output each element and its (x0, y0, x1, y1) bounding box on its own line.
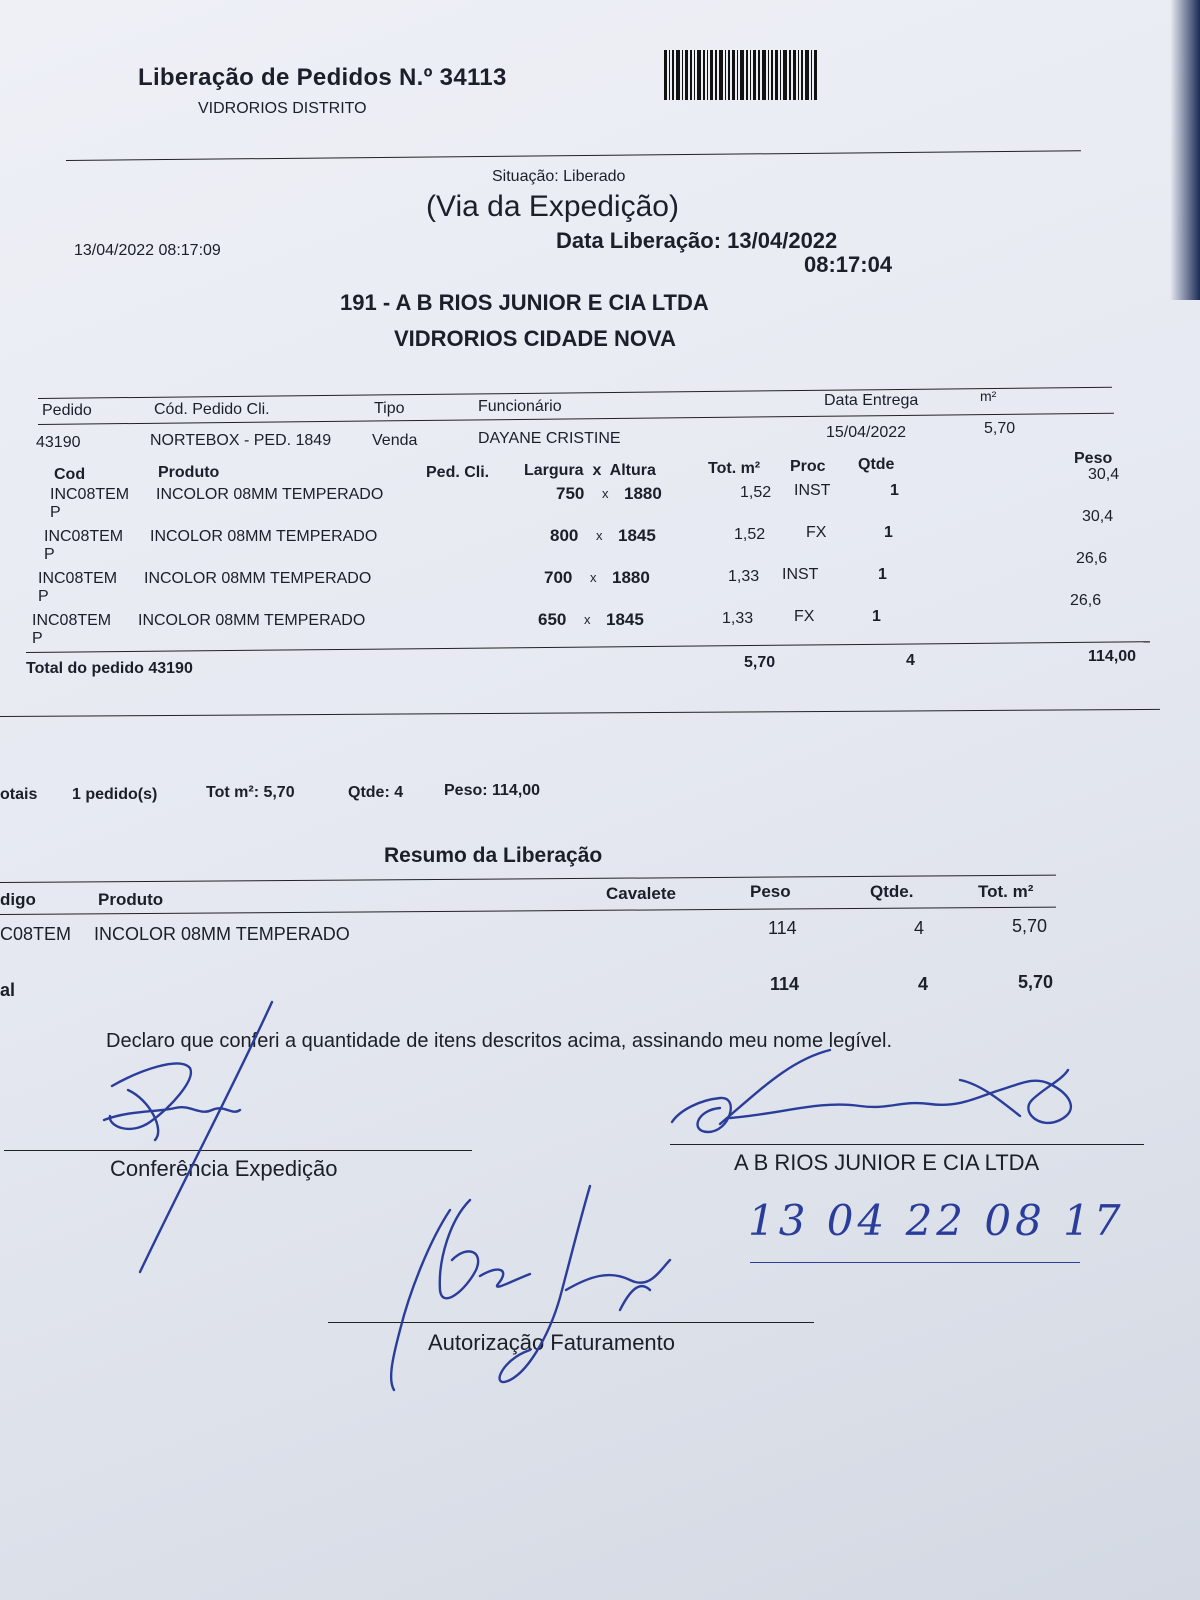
item-x-sep: x (590, 570, 597, 585)
item-tot-m2: 1,52 (740, 484, 772, 501)
autorizacao-signature (380, 1180, 700, 1400)
print-datetime: 13/04/2022 08:17:09 (74, 242, 221, 259)
resumo-total-qtde: 4 (918, 974, 929, 994)
data-liberacao: Data Liberação: 13/04/2022 (556, 228, 838, 253)
client-name: 191 - A B RIOS JUNIOR E CIA LTDA (340, 290, 709, 315)
barcode-icon (664, 50, 840, 100)
resumo-col-codigo: digo (0, 890, 36, 909)
item-produto: INCOLOR 08MM TEMPERADO (150, 528, 378, 545)
col-largura-altura: Largura x Altura (524, 462, 656, 479)
resumo-row-produto: INCOLOR 08MM TEMPERADO (94, 924, 350, 944)
item-altura: 1880 (612, 568, 650, 587)
item-proc: INST (782, 566, 819, 583)
col-ped-cli: Ped. Cli. (426, 464, 490, 481)
item-proc: FX (806, 524, 827, 541)
client-signature-label: A B RIOS JUNIOR E CIA LTDA (734, 1150, 1040, 1175)
item-largura: 750 (556, 484, 585, 503)
resumo-col-produto: Produto (98, 890, 164, 909)
item-largura: 650 (538, 610, 567, 629)
item-tot-m2: 1,33 (722, 610, 754, 627)
resumo-title: Resumo da Liberação (384, 844, 603, 867)
item-peso: 30,4 (1088, 466, 1120, 483)
col-funcionario: Funcionário (478, 398, 562, 415)
order-total-rule (26, 641, 1150, 653)
totals-label: otais (0, 786, 38, 803)
col-produto: Produto (158, 464, 220, 481)
item-cod: INC08TEM (38, 570, 118, 587)
item-qtde: 1 (890, 482, 899, 499)
item-x-sep: x (584, 612, 591, 627)
resumo-row-qtde: 4 (914, 918, 925, 938)
totals-pedidos: 1 pedido(s) (72, 786, 158, 803)
col-qtde: Qtde (858, 456, 895, 473)
company-name: VIDRORIOS DISTRITO (198, 100, 367, 117)
item-produto: INCOLOR 08MM TEMPERADO (144, 570, 372, 587)
section-divider (0, 709, 1160, 717)
item-peso: 26,6 (1070, 592, 1102, 609)
item-qtde: 1 (878, 566, 887, 583)
order-total-m2: 5,70 (744, 654, 776, 671)
item-tot-m2: 1,33 (728, 568, 760, 585)
item-produto: INCOLOR 08MM TEMPERADO (156, 486, 384, 503)
item-cod-suffix: P (32, 630, 43, 647)
col-m2: m² (980, 388, 997, 404)
autorizacao-label: Autorização Faturamento (428, 1330, 676, 1355)
item-largura: 700 (544, 568, 573, 587)
order-total-label: Total do pedido 43190 (26, 660, 193, 677)
item-x-sep: x (602, 486, 609, 501)
document-title: Liberação de Pedidos N.º 34113 (138, 64, 507, 91)
resumo-row-peso: 114 (768, 918, 797, 938)
resumo-col-qtde: Qtde. (870, 882, 914, 901)
item-cod-suffix: P (38, 588, 49, 605)
resumo-col-peso: Peso (750, 882, 791, 901)
order-total-peso: 114,00 (1088, 648, 1137, 665)
data-liberacao-time: 08:17:04 (804, 252, 893, 277)
item-produto: INCOLOR 08MM TEMPERADO (138, 612, 366, 629)
item-cod: INC08TEM (44, 528, 124, 545)
resumo-row-tot-m2: 5,70 (1012, 916, 1048, 936)
situacao-text: Situação: Liberado (492, 168, 626, 185)
item-qtde: 1 (884, 524, 893, 541)
item-peso: 26,6 (1076, 550, 1108, 567)
header-divider (66, 150, 1081, 161)
handwritten-date-underline (750, 1262, 1080, 1263)
col-tipo: Tipo (374, 400, 405, 417)
client-signature (660, 1040, 1100, 1150)
item-altura: 1880 (624, 484, 662, 503)
handwritten-date: 13 04 22 08 17 (748, 1196, 1125, 1245)
conferencia-label: Conferência Expedição (110, 1156, 338, 1181)
item-largura: 800 (550, 526, 579, 545)
order-tipo: Venda (372, 432, 418, 449)
resumo-col-tot-m2: Tot. m² (978, 882, 1034, 901)
order-table-top-rule (38, 387, 1112, 399)
col-tot-m2: Tot. m² (708, 460, 761, 477)
resumo-col-cavalete: Cavalete (606, 884, 676, 903)
col-cod: Cod (54, 466, 86, 483)
item-tot-m2: 1,52 (734, 526, 766, 543)
resumo-total-peso: 114 (770, 974, 800, 994)
declaration-text: Declaro que conferi a quantidade de itens descritos acima, assinando meu nome legível. (106, 1030, 893, 1052)
resumo-row-codigo: C08TEM (0, 924, 72, 944)
item-altura: 1845 (618, 526, 656, 545)
order-funcionario: DAYANE CRISTINE (478, 430, 621, 447)
item-proc: INST (794, 482, 831, 499)
via-expedicao: (Via da Expedição) (426, 190, 679, 223)
item-cod-suffix: P (50, 504, 61, 521)
order-pedido: 43190 (36, 434, 81, 451)
col-proc: Proc (790, 458, 826, 475)
totals-m2: Tot m²: 5,70 (206, 784, 295, 801)
item-proc: FX (794, 608, 815, 625)
item-qtde: 1 (872, 608, 881, 625)
col-pedido: Pedido (42, 402, 92, 419)
col-cod-pedido: Cód. Pedido Cli. (154, 401, 270, 418)
item-x-sep: x (596, 528, 603, 543)
totals-qtde: Qtde: 4 (348, 784, 404, 801)
item-peso: 30,4 (1082, 508, 1114, 525)
order-cod-pedido: NORTEBOX - PED. 1849 (150, 432, 332, 449)
item-cod: INC08TEM (32, 612, 112, 629)
order-data-entrega: 15/04/2022 (826, 424, 907, 441)
order-total-qtde: 4 (906, 652, 915, 669)
resumo-total-tot-m2: 5,70 (1018, 972, 1054, 992)
order-m2: 5,70 (984, 420, 1016, 437)
client-branch: VIDRORIOS CIDADE NOVA (394, 326, 676, 351)
page-edge-shadow (1170, 0, 1200, 300)
item-cod: INC08TEM (50, 486, 130, 503)
col-data-entrega: Data Entrega (824, 392, 919, 409)
resumo-total-label: al (0, 980, 16, 1000)
col-peso: Peso (1074, 450, 1113, 467)
totals-peso: Peso: 114,00 (444, 782, 541, 799)
item-altura: 1845 (606, 610, 644, 629)
item-cod-suffix: P (44, 546, 55, 563)
